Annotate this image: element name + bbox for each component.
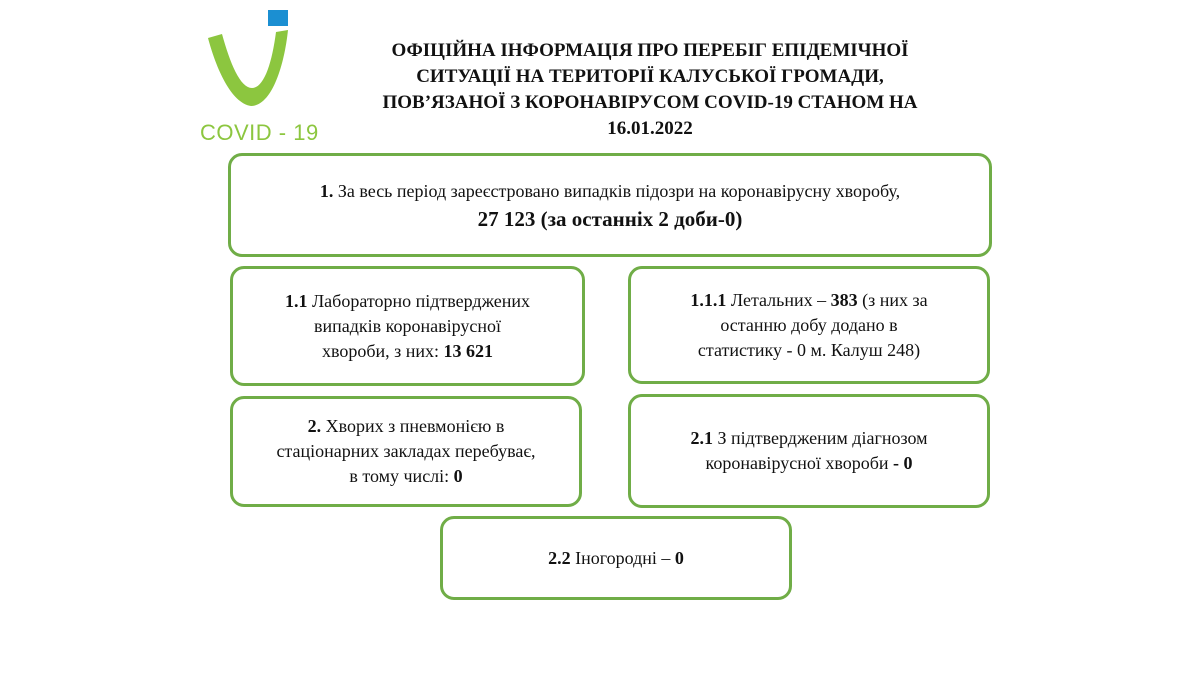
item-number: 2. <box>307 416 322 436</box>
lab-confirmed-line-1 <box>285 289 530 314</box>
lab-confirmed-value: 13 621 <box>443 340 494 361</box>
confirmed-diagnosis-label-end: коронавірусної хвороби <box>705 453 893 473</box>
lab-confirmed-line-3 <box>322 339 493 364</box>
fatal-cases-box <box>628 266 990 384</box>
pneumonia-label: Хворих з пневмонією в <box>321 416 505 436</box>
pneumonia-line-2: стаціонарних закладах перебуває, <box>276 441 536 461</box>
logo-text: COVID - 19 <box>200 120 319 145</box>
fatal-note-start: (з них за <box>857 289 928 310</box>
total-suspected-label: За весь період зареєстровано випадків підозри на коронавірусну хворобу, <box>333 180 901 201</box>
item-number: 1. <box>319 180 334 201</box>
title-line-3: ПОВ’ЯЗАНОЇ З КОРОНАВІРУСОМ COVID-19 СТАНОМ НА <box>382 92 918 113</box>
title-line-1: ОФІЦІЙНА ІНФОРМАЦІЯ ПРО ПЕРЕБІГ ЕПІДЕМІЧНОЇ <box>391 40 909 61</box>
total-suspected-value: 27 123 (за останніх 2 доби-0) <box>477 206 743 231</box>
fatal-value: 383 <box>830 289 858 310</box>
non-residents-line <box>548 546 684 571</box>
total-suspected-text <box>320 179 900 204</box>
pneumonia-label-end: в тому числі: <box>349 466 454 486</box>
confirmed-diagnosis-value: - 0 <box>893 453 913 473</box>
lab-confirmed-label: Лабораторно підтверджених <box>307 290 531 311</box>
title-line-4: 16.01.2022 <box>607 118 693 139</box>
item-number: 1.1 <box>284 290 308 311</box>
title-line-2: СИТУАЦІЇ НА ТЕРИТОРІЇ КАЛУСЬКОЇ ГРОМАДИ, <box>416 66 884 87</box>
fatal-line-3: статистику - 0 м. Калуш 248) <box>697 339 921 360</box>
total-suspected-cases-box <box>228 153 992 257</box>
non-residents-value: 0 <box>674 547 684 568</box>
lab-confirmed-line-2: випадків коронавірусної <box>314 315 501 336</box>
item-number: 1.1.1 <box>690 289 727 310</box>
lab-confirmed-box <box>230 266 585 386</box>
pneumonia-value: 0 <box>453 466 463 486</box>
pneumonia-line-1 <box>308 414 505 439</box>
lab-confirmed-label-end: хвороби, з них: <box>321 340 444 361</box>
confirmed-diagnosis-box <box>628 394 990 508</box>
fatal-line-1 <box>690 288 927 313</box>
fatal-line-2: останню добу додано в <box>720 314 898 335</box>
pneumonia-line-3 <box>349 464 462 489</box>
confirmed-diagnosis-line-1 <box>690 426 927 451</box>
pneumonia-box <box>230 396 582 507</box>
item-number: 2.1 <box>690 428 713 448</box>
non-residents-box <box>440 516 792 600</box>
covid-v-logo-icon <box>196 8 306 118</box>
item-number: 2.2 <box>548 547 571 568</box>
confirmed-diagnosis-label: З підтвердженим діагнозом <box>712 428 928 448</box>
page-title <box>320 38 980 142</box>
confirmed-diagnosis-line-2 <box>705 451 912 476</box>
covid-logo <box>196 8 321 143</box>
non-residents-label: Іногородні – <box>570 547 675 568</box>
fatal-label: Летальних – <box>726 289 831 310</box>
